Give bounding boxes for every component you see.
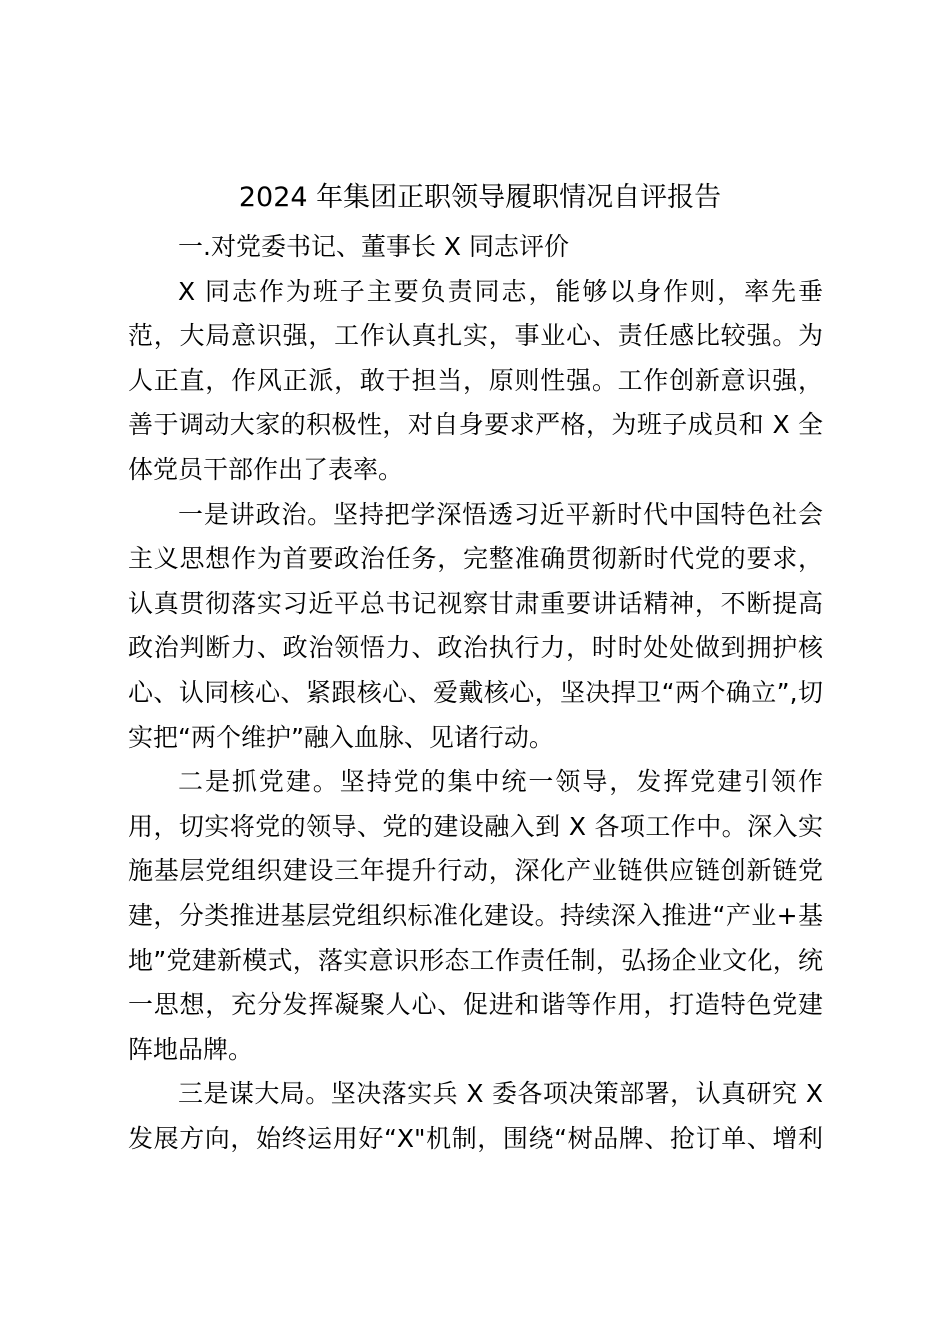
text-line: 用，切实将党的领导、党的建设融入到 X 各项工作中。深入实: [128, 811, 823, 841]
text-line: 人正直，作风正派，敢于担当，原则性强。工作创新意识强，: [128, 365, 823, 395]
document-title: 2024 年集团正职领导履职情况自评报告: [238, 182, 722, 213]
text-line: 善于调动大家的积极性，对自身要求严格，为班子成员和 X 全: [128, 410, 823, 440]
text-line: 体党员干部作出了表率。: [128, 455, 404, 484]
text-line: 心、认同核心、紧跟核心、爱戴核心，坚决捍卫“两个确立”,切: [128, 678, 823, 707]
text-line: 地”党建新模式，落实意识形态工作责任制，弘扬企业文化，统: [128, 945, 823, 975]
text-line: 一是讲政治。坚持把学深悟透习近平新时代中国特色社会: [178, 499, 823, 529]
text-line: 一思想，充分发挥凝聚人心、促进和谐等作用，打造特色党建: [128, 990, 823, 1020]
text-line: 主义思想作为首要政治任务，完整准确贯彻新时代党的要求，: [128, 544, 823, 574]
text-line: 政治判断力、政治领悟力、政治执行力，时时处处做到拥护核: [128, 633, 823, 663]
text-line: 三是谋大局。坚决落实兵 X 委各项决策部署，认真研究 X: [178, 1079, 823, 1109]
text-line: 认真贯彻落实习近平总书记视察甘肃重要讲话精神，不断提高: [128, 588, 823, 618]
text-line: 实把“两个维护”融入血脉、见诸行动。: [128, 722, 554, 752]
text-line: X 同志作为班子主要负责同志，能够以身作则，率先垂: [178, 276, 823, 306]
text-line: 一.对党委书记、董事长 X 同志评价: [178, 232, 569, 261]
text-line: 二是抓党建。坚持党的集中统一领导，发挥党建引领作: [178, 767, 823, 797]
text-line: 施基层党组织建设三年提升行动，深化产业链供应链创新链党: [128, 856, 823, 886]
text-line: 阵地品牌。: [128, 1034, 254, 1064]
text-line: 发展方向，始终运用好“X"机制，围绕“树品牌、抢订单、增利: [128, 1124, 823, 1153]
text-line: 范，大局意识强，工作认真扎实，事业心、责任感比较强。为: [128, 321, 823, 351]
text-line: 建，分类推进基层党组织标准化建设。持续深入推进“产业+基: [128, 901, 823, 930]
